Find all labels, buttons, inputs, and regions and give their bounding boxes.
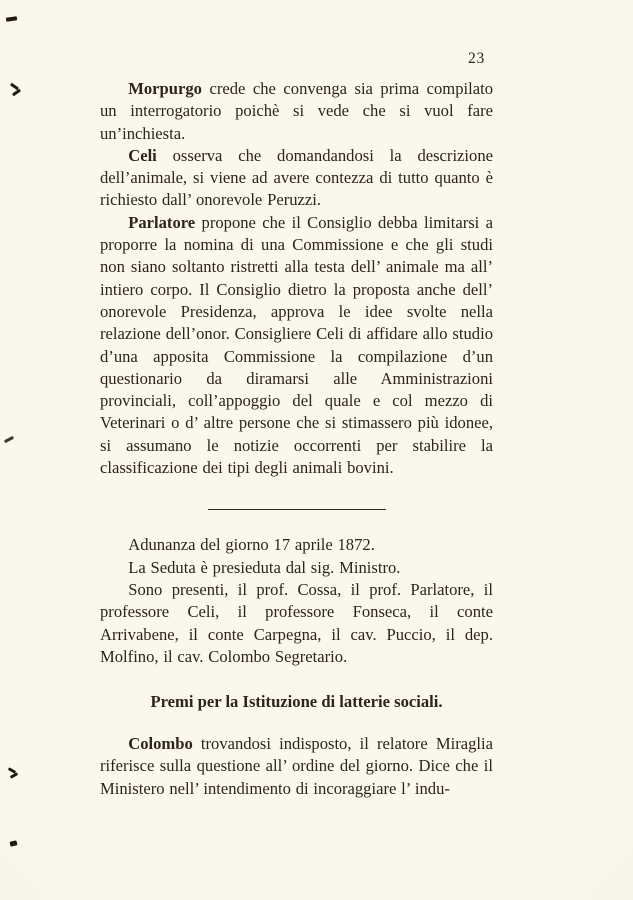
- ink-mark: [12, 89, 21, 97]
- paragraph-text: La Seduta è presieduta dal sig. Ministro.: [128, 557, 401, 577]
- section-divider: [208, 509, 386, 510]
- ink-mark: [10, 840, 18, 846]
- paragraph-presenti: [100, 579, 493, 668]
- paragraph-text: propone che il Consiglio debba limitarsi a proporre la nomina di una Commissione e che gli studi non siano soltanto ristretti alla testa dell’ animale ma all’ intiero corpo. Il Consiglio dietro la proposta anche dell’ onorevole Presidenza, approva le idee svolte nella relazione dell’onor. Consigliere Celi di affidare allo studio d’una apposita Commissione la compilazione d’un questionario da diramarsi alle Amministrazioni provinciali, coll’appoggio del quale e col mezzo di Veterinari o d’ altre persone che si stimassero più idonee, si assumano le notizie occorrenti per stabilire la classificazione dei tipi degli animali bovini.: [100, 212, 493, 478]
- speaker-name: Colombo: [128, 734, 193, 754]
- paragraph-text: osserva che domandandosi la descrizione dell’animale, si viene ad avere contezza di tutto quanto è richiesto dall’ onorevole Peruzzi.: [100, 145, 493, 210]
- paragraph-text: Sono presenti, il prof. Cossa, il prof. Parlatore, il professore Celi, il professore Fonseca, il conte Arrivabene, il conte Carpegna, il cav. Puccio, il dep. Molfino, il cav. Colombo Segretario.: [100, 579, 493, 666]
- section-heading: Premi per la Istituzione di latterie sociali.: [150, 692, 443, 712]
- paragraph-seduta: [100, 557, 493, 579]
- paragraph-celi: [100, 145, 493, 212]
- text-block: [100, 50, 493, 800]
- ink-mark: [4, 436, 14, 443]
- speaker-name: Celi: [128, 145, 157, 165]
- paragraph-adunanza: [100, 534, 493, 556]
- paragraph-text: Adunanza del giorno 17 aprile 1872.: [128, 535, 375, 555]
- paragraph-text: trovandosi indisposto, il relatore Miraglia riferisce sulla questione all’ ordine del giorno. Dice che il Ministero nell’ intendimento di incoraggiare l’ indu-: [100, 734, 493, 798]
- ink-mark: [10, 772, 18, 779]
- paragraph-text: crede che convenga sia prima compilato un interrogatorio poichè si vede che si vuol fare un’inchiesta.: [100, 79, 493, 143]
- paragraph-morpurgo: [100, 78, 493, 145]
- paragraph-parlatore: [100, 212, 493, 480]
- paragraph-colombo: [100, 733, 493, 800]
- page-number: 23: [467, 50, 485, 67]
- ink-mark: [6, 16, 17, 21]
- speaker-name: Parlatore: [128, 212, 196, 232]
- speaker-name: Morpurgo: [128, 79, 202, 98]
